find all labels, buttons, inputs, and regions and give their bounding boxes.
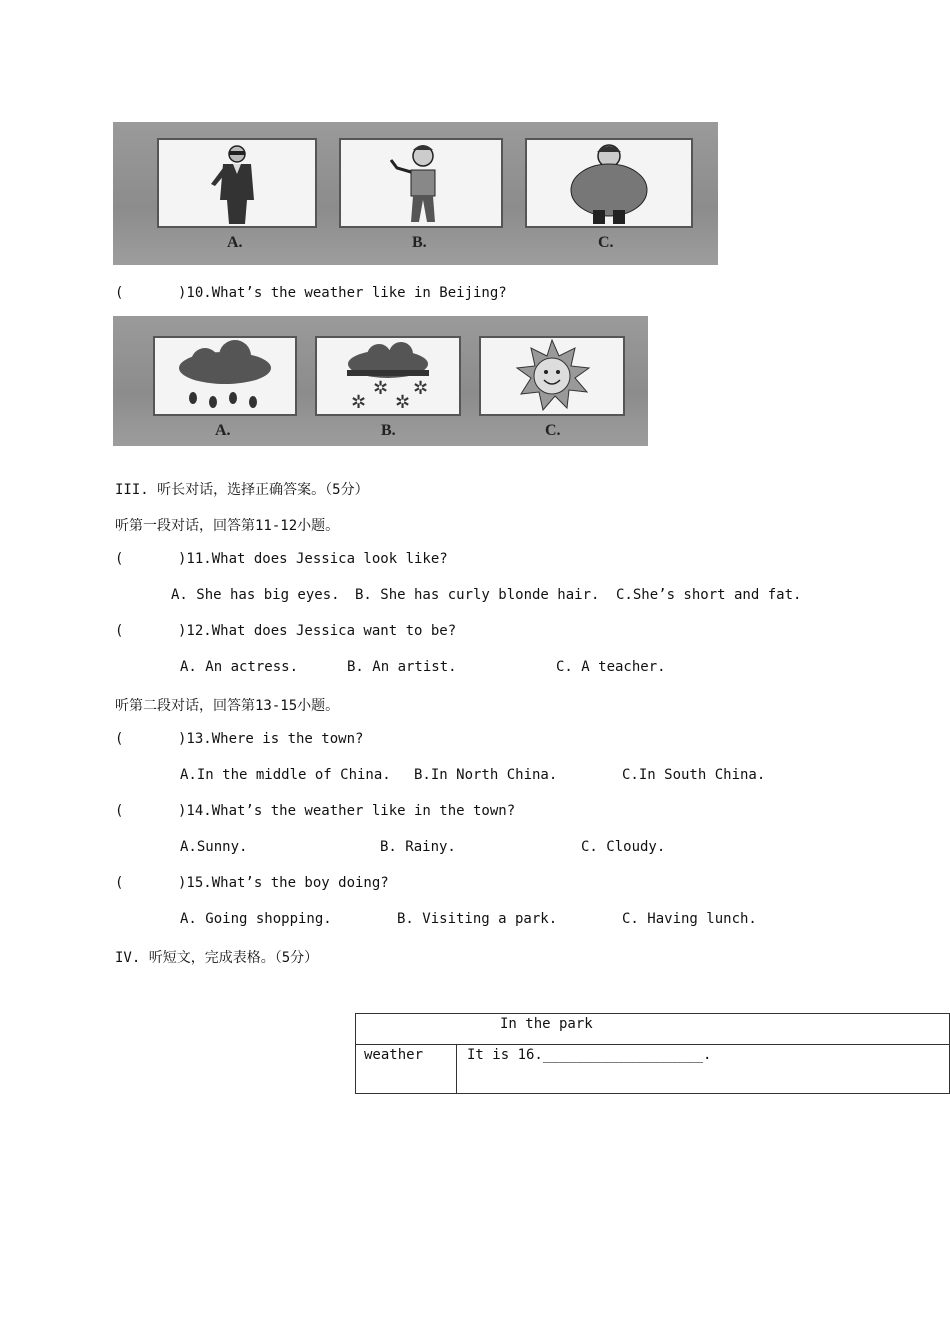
option-card-a xyxy=(153,336,297,416)
question-15: )15.What’s the boy doing? xyxy=(178,875,389,891)
weather-picture xyxy=(113,316,648,446)
answer-paren: ( xyxy=(115,731,124,747)
answer-paren: ( xyxy=(115,551,124,567)
option-b: B. An artist. xyxy=(347,659,457,675)
weather-answer-blank: It is 16.___________________. xyxy=(467,1047,712,1063)
answer-table xyxy=(355,1013,950,1094)
rain-cloud-icon xyxy=(155,338,295,414)
dialog-2-instruction: 听第二段对话，回答第13-15小题。 xyxy=(115,698,340,714)
option-a: A. She has big eyes. xyxy=(171,587,340,603)
svg-text:✲: ✲ xyxy=(351,392,367,413)
boy-waving-icon xyxy=(341,140,501,226)
row-label-weather: weather xyxy=(364,1047,424,1063)
option-b: B. Rainy. xyxy=(380,839,456,855)
option-letter-b: B. xyxy=(381,422,396,439)
answer-paren: ( xyxy=(115,875,124,891)
question-12: )12.What does Jessica want to be? xyxy=(178,623,457,639)
people-picture xyxy=(113,122,718,265)
option-c: C. A teacher. xyxy=(556,659,666,675)
snow-cloud-icon xyxy=(317,338,459,414)
question-10: )10.What’s the weather like in Beijing? xyxy=(178,285,507,301)
section-3-heading: III. 听长对话，选择正确答案。（5分） xyxy=(115,482,369,498)
option-b: B. Visiting a park. xyxy=(397,911,558,927)
option-card-c xyxy=(525,138,693,228)
man-in-suit-icon xyxy=(159,140,315,226)
option-letter-b: B. xyxy=(412,234,427,251)
svg-text:✲: ✲ xyxy=(373,378,389,399)
section-4-heading: IV. 听短文，完成表格。（5分） xyxy=(115,950,319,966)
option-card-b xyxy=(339,138,503,228)
weather-answer-cell[interactable] xyxy=(457,1045,950,1094)
answer-paren: ( xyxy=(115,803,124,819)
table-title: In the park xyxy=(500,1016,593,1032)
dialog-1-instruction: 听第一段对话，回答第11-12小题。 xyxy=(115,518,340,534)
option-a: A. An actress. xyxy=(180,659,299,675)
option-b: B. She has curly blonde hair. xyxy=(355,587,600,603)
option-c: C.In South China. xyxy=(622,767,766,783)
answer-paren: ( xyxy=(115,285,124,301)
option-b: B.In North China. xyxy=(414,767,558,783)
option-a: A.In the middle of China. xyxy=(180,767,391,783)
option-c: C. Cloudy. xyxy=(581,839,666,855)
sun-icon xyxy=(481,338,623,414)
option-card-c xyxy=(479,336,625,416)
option-letter-c: C. xyxy=(545,422,561,439)
question-13: )13.Where is the town? xyxy=(178,731,364,747)
svg-text:✲: ✲ xyxy=(395,392,411,413)
answer-paren: ( xyxy=(115,623,124,639)
option-letter-a: A. xyxy=(215,422,231,439)
svg-text:✲: ✲ xyxy=(413,378,429,399)
option-c: C. Having lunch. xyxy=(622,911,757,927)
question-14: )14.What’s the weather like in the town? xyxy=(178,803,516,819)
option-c: C.She’s short and fat. xyxy=(616,587,802,603)
option-card-a xyxy=(157,138,317,228)
fat-man-icon xyxy=(527,140,691,226)
question-11: )11.What does Jessica look like? xyxy=(178,551,448,567)
option-a: A. Going shopping. xyxy=(180,911,332,927)
option-a: A.Sunny. xyxy=(180,839,248,855)
option-card-b xyxy=(315,336,461,416)
option-letter-a: A. xyxy=(227,234,243,251)
option-letter-c: C. xyxy=(598,234,614,251)
